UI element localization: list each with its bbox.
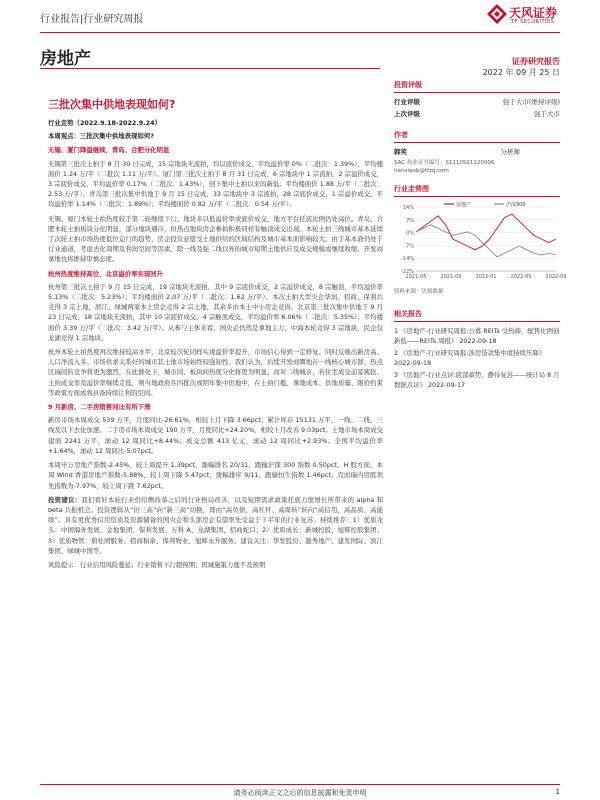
risk-warning: 风险提示：行业信用风险蔓延；行业销售下行超预期；因城施策力度不及预期 <box>48 560 266 569</box>
brand-logo <box>487 4 557 30</box>
author-email[interactable]: hanxiaob@tfzq.com <box>394 168 449 174</box>
footer-disclaimer: 请务必阅读正文之后的信息披露和免责申明 <box>233 789 367 797</box>
sector-rule <box>40 68 380 69</box>
page-number: 1 <box>555 788 560 796</box>
paragraph-3: 杭州第三批次土拍于 9 月 15 日完成，19 宗地块无流拍，其中 9 宗底价成交，2 宗溢价成交，8 宗触顶，平均溢价率 5.13%（二批次：5.23%）；平均楼面价 2.07 万/平（二批次：1.62 万/平）。本次土拍大型央企华润、招商、保利共竞得 3 宗土地，滨江、绿城两家本土房企竞得 2 宗土地，其余多由本土中小房企竞得。北京第三批次集中供地于 9 月 23 日完成，18 宗地块无流拍，其中 10 宗底价成交，4 宗触顶成交，平均溢价率 6.06%（二批次：5.35%）；平均楼面价 3.39 万/平（二批次：3.42 万/平）。从参与主体来看，国央企仍然是拿地主力，中海本轮竞得 3 宗地块，民企仅龙湖竞得 1 宗地块。 <box>48 282 383 342</box>
related-report-3[interactable]: 3 《房地产-行业点评:底部蓄势，静待复苏——统计局 8 月数据点评》 2022-09-17 <box>394 371 560 389</box>
report-type: 证券研究报告 <box>512 57 560 66</box>
section-heading-1: 无锡、厦门降温继续，青岛、合肥分化明显 <box>48 146 170 155</box>
logo-en-text: TF SECURITIES <box>511 19 555 25</box>
y-tick-label: -14% <box>401 256 414 263</box>
related-reports <box>394 326 560 390</box>
report-title: 三批次集中供地表现如何? <box>48 98 176 111</box>
section-heading-2: 杭州热度维持高位，北京溢价率实现回升 <box>48 269 164 278</box>
author-cert: SAC 执业证书编号：S1110521120006 <box>394 160 495 166</box>
x-tick-label: 2022-01 <box>475 274 497 280</box>
report-date: 2022 年 09 月 25 日 <box>482 68 560 77</box>
industry-trend-chart <box>394 201 567 283</box>
x-tick-label: 2021-09 <box>440 274 462 280</box>
logo-cn-text: 天风证券 <box>509 6 558 20</box>
section-heading-3: 9 月新房、二手房销售同比有所下滑 <box>48 403 151 412</box>
paragraph-4: 杭州本轮土拍热度再次维持较高水平，北京较次轮同样实现溢价率提升，市场信心得到一定修复。同时反映出新房高、人口净流入多、市场供求关系好的城市其土地市场始终较强韧性。我们认为，后续开发商圈地在一线核心城市群、热点区域间的竞争将更为激烈，在此催化下，城市间、板块间热度分化将更为明显。而对二线城市，若住宅成交前景疲软、土拍成交率及溢价率继续走低，则当地政府在四批次或明年集中供地中，在土拍门槛、拿地成本、供地质量、限价约束等政策方面或将具备持续让利的空间。 <box>48 348 383 397</box>
rating-label: 行业评级 <box>394 98 420 106</box>
footer-rule <box>40 784 560 785</box>
x-tick-label: 2022-09 <box>545 274 567 280</box>
breadcrumb: 行业报告|行业研究周报 <box>40 14 144 25</box>
related-section-title: 相关报告 <box>394 309 560 322</box>
focus-line: 本周观点：三批次集中供地表现如何? <box>48 132 154 141</box>
x-tick-label: 2021-05 <box>405 274 427 280</box>
related-report-1[interactable]: 1 《房地产-行业研究周报:公募 REITs 受热捧，配售比例创新低——REITs 周报》 2022-09-18 <box>394 327 560 345</box>
paragraph-6: 本周申万房地产指数-2.45%，较上周提升 1.39pct，涨幅排名 20/31，跑输沪深 300 指数 0.50pct。H 股方面，本周 Wind 香港房地产指数-5.88%，较上周下降 5.47pct，涨幅排序 9/11，跑输恒生指数 1.46pct；克而瑞内房股领先指数为-7.97%，较上周下跌 7.62pct。 <box>48 461 383 490</box>
paragraph-1: 无锡第三批次土拍于 8 月 30 日完成，15 宗地块无流拍，均以底价成交，平均溢价率 0%（二批次：1.39%），平均楼面价 1.24 万/平（二批次 1.11 万/平）。厦门第三批次土拍于 8 月 31 日完成，6 宗地块中 1 宗流拍，2 宗溢价成交，3 宗底价成交，平均溢价率 0.17%（二批次：1.43%），创下集中土拍以来的新低；平均楼面价 1.88 万/平（二批次：2.53 万/平）。青岛第三批次集中供地于 9 月 15 日完成，33 宗地块中 3 宗流拍，28 宗底价成交，1 宗溢价成交，平均溢价率 1.14%（二批次：1.89%）；平均楼面价 0.82 万/平（二批次：0.54 万/平）。 <box>48 159 383 209</box>
chart-source: 资料来源：贝格数据 <box>394 289 444 295</box>
y-tick-label: -22% <box>401 269 414 275</box>
header-rule <box>40 32 560 33</box>
related-report-2[interactable]: 2 《房地产-行业研究周报:涉房贷款集中度持续压降》 2022-09-18 <box>394 349 546 367</box>
prev-rating-label: 上次评级 <box>394 110 420 118</box>
y-tick-label: 0% <box>406 230 414 237</box>
paragraph-5: 新房市场本周成交 539 万平，月度同比-26.61%，相较上月下降 3.66pct；累计库存 15131 万平，一线、二线、三线及以下去化加速。二手房市场本周成交 190 万平，月度同比+24.20%，相较上月改善 9.03pct。土地市场本周成交建面 2241 万平，滚动 12 周同比+8.44%；成交总额 413 亿元，滚动 12 周同比+2.93%；全国平均溢价率+1.64%，滚动 12 周同比-5.07pct。 <box>48 416 383 455</box>
author-section-title: 作者 <box>394 130 560 143</box>
y-tick-label: 14% <box>402 205 414 211</box>
report-body <box>48 118 383 574</box>
sidebar <box>394 80 567 392</box>
series-line-2 <box>416 225 556 257</box>
author-row <box>394 147 560 156</box>
investment-advice-lead: 投资建议： <box>48 495 82 504</box>
tf-logo-icon <box>487 4 507 24</box>
prev-rating-row <box>394 109 560 118</box>
legend-label-2: 沪深300 <box>506 202 526 208</box>
author-name: 韩笑 <box>394 148 407 156</box>
trend-section-title: 行业走势图 <box>394 184 560 197</box>
legend-label-1: 房地产 <box>456 202 472 208</box>
rating-section-title: 投资评级 <box>394 80 560 93</box>
paragraph-2: 无锡、厦门本轮土拍热度较于第二轮继续下行，地块多以低溢价率或底价成交，地方平台托底比例仍处高位。青岛、合肥本轮土拍板块分化明显，部分地块遇冷，但热点地块房企参拍积极同样有触顶成交出现。本轮土拍三线城市基本延续了次轮土拍市场热度低位运行的趋势，房企投资意愿受土地供给的区域结构及城市基本面影响较大。由于基本面仍处于行业通道，考虑去化周期及利润空间等因素，除一线及强二线以外的城市短期土地供应及成交规模或继续收缩，开发商拿地也将维持审慎态度。 <box>48 214 383 264</box>
rating-value: 强于大市(维持评级) <box>502 98 560 106</box>
x-tick-label: 2022-05 <box>510 274 532 280</box>
y-tick-label: -7% <box>404 243 414 250</box>
investment-advice-text: 我们看好本轮行业供给侧改革之后的行业格局改善，以及短期需求政策托底力度增长所带来的 alpha 和 beta 共振机会。投资逻辑从“旧三高”向“新三高”切换，即由“高负债、高杠杆、高周转”转向“高信用、高品质、高能级”。具有更优秀信用资质及资源储备的国央企和头部房企有望率先受益于下半年的行业复苏。持续推荐：1）优质龙头：中国海外发展、金地集团、保利发展、万科 A、龙湖集团、招商蛇口；2）优质成长：新城控股、旭辉控股集团；3）优质物管：碧桂园服务、招商积余、保利物业、旭辉永升服务。建议关注：华发股份、越秀地产、建发国际、滨江集团、绿城中国等。 <box>48 495 383 555</box>
y-tick-label: 7% <box>406 217 414 224</box>
period-line: 行业走势（2022.9.18-2022.9.24） <box>48 119 161 127</box>
paragraph-7 <box>48 495 383 556</box>
rating-row <box>394 97 560 106</box>
sector-title: 房地产 <box>40 49 91 69</box>
prev-rating-value: 强于大市 <box>534 110 560 118</box>
author-role: 分析师 <box>500 148 520 156</box>
series-line-1 <box>416 214 556 250</box>
